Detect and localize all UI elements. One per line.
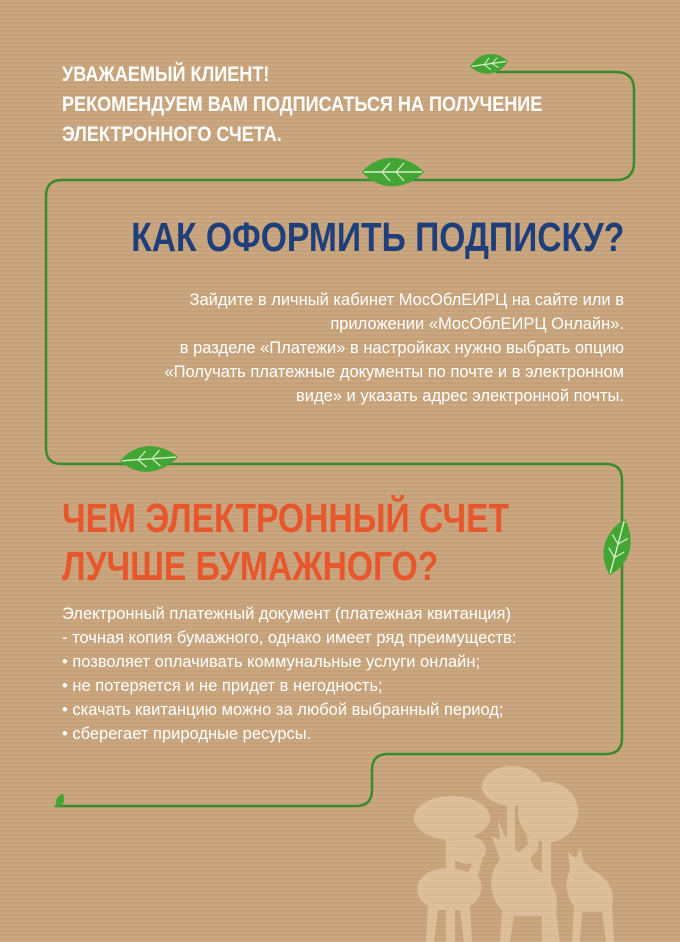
leaf-icon bbox=[119, 444, 179, 473]
benefit-item: • сберегает природные ресурсы. bbox=[62, 725, 312, 743]
benefits-intro-line: - точная копия бумажного, однако имеет ряд преимуществ: bbox=[62, 629, 517, 647]
benefits-list bbox=[62, 602, 622, 746]
instruction-line: приложении «МосОблЕИРЦ Онлайн». bbox=[330, 315, 624, 333]
instruction-line: «Получать платежные документы по почте и в электронном bbox=[164, 363, 624, 381]
benefit-item: • скачать квитанцию можно за любой выбранный период; bbox=[62, 701, 504, 719]
how-to-instructions bbox=[84, 288, 624, 408]
why-electronic-title bbox=[62, 494, 509, 590]
leaf-icon bbox=[362, 158, 424, 187]
benefit-item: • позволяет оплачивать коммунальные услуги онлайн; bbox=[62, 653, 481, 671]
intro-line: ЭЛЕКТРОННОГО СЧЕТА. bbox=[62, 123, 282, 146]
instruction-line: в разделе «Платежи» в настройках нужно выбрать опцию bbox=[179, 339, 624, 357]
intro-line: УВАЖАЕМЫЙ КЛИЕНТ! bbox=[62, 63, 270, 86]
why-title-line: ЧЕМ ЭЛЕКТРОННЫЙ СЧЕТ bbox=[62, 495, 510, 541]
why-title-line: ЛУЧШЕ БУМАЖНОГО? bbox=[62, 543, 439, 589]
instruction-line: Зайдите в личный кабинет МосОблЕИРЦ на сайте или в bbox=[189, 291, 624, 309]
how-to-subscribe-title: КАК ОФОРМИТЬ ПОДПИСКУ? bbox=[130, 214, 624, 260]
intro-line: РЕКОМЕНДУЕМ ВАМ ПОДПИСАТЬСЯ НА ПОЛУЧЕНИЕ bbox=[62, 93, 543, 116]
intro-heading bbox=[62, 60, 544, 150]
benefits-intro-line: Электронный платежный документ (платежная квитанция) bbox=[62, 605, 511, 623]
forest-deer-illustration bbox=[414, 766, 614, 942]
instruction-line: виде» и указать адрес электронной почты. bbox=[295, 387, 624, 405]
benefit-item: • не потеряется и не придет в негодность; bbox=[62, 677, 383, 695]
leaf-icon bbox=[597, 516, 637, 579]
